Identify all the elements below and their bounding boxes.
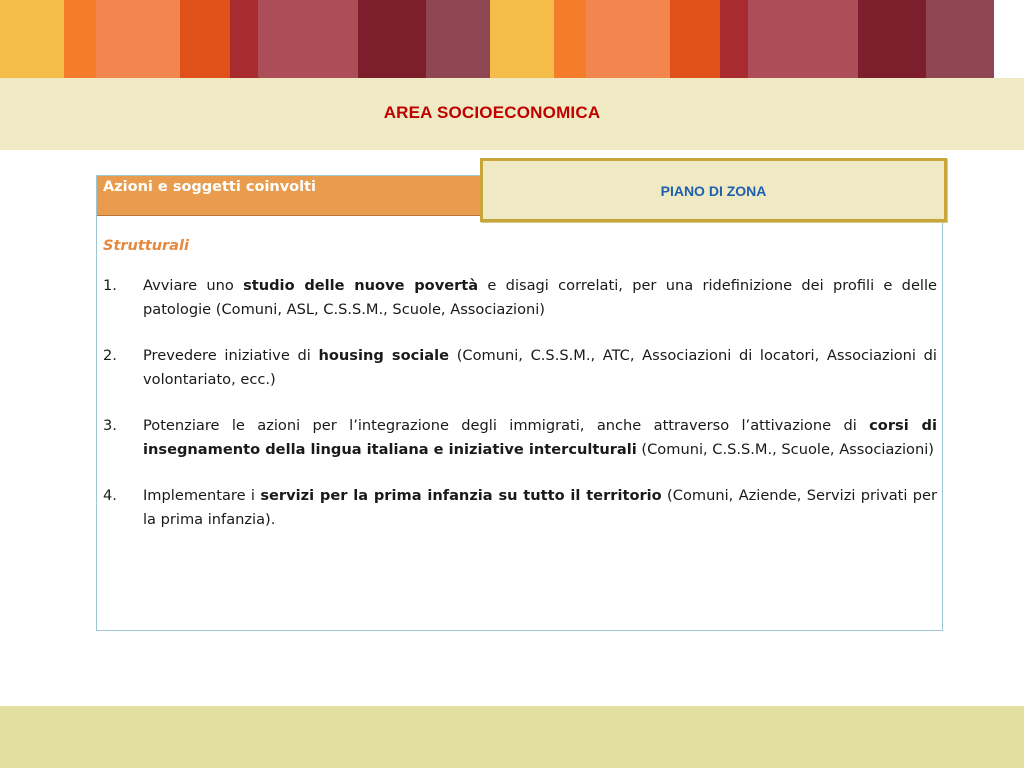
stripe-segment [180,0,230,78]
piano-di-zona-box [480,158,947,222]
action-item-number: 4. [103,487,117,504]
action-item-text [143,344,937,392]
action-item-segment: e disagi correlati, per una ridefinizione dei profili e delle patologie (Comuni, ASL, C.S.S.M., Scuole, Associazioni) [143,277,938,318]
stripe-segment [720,0,748,78]
action-item-text [143,274,937,322]
slide-title: AREA SOCIOECONOMICA [383,103,601,122]
action-item-segment: Implementare i [143,487,261,504]
actions-panel [96,175,943,631]
stripe-segment [586,0,670,78]
stripe-segment [858,0,926,78]
stripe-segment [748,0,858,78]
action-list [103,274,937,554]
stripe-segment [230,0,258,78]
stripe-segment [358,0,426,78]
action-item-number: 2. [103,347,117,364]
panel-header-label: Azioni e soggetti coinvolti [103,179,317,195]
action-item-text [143,414,937,462]
stripe-segment [926,0,994,78]
section-subheading: Strutturali [103,238,189,254]
decorative-stripe-bar [0,0,1024,78]
stripe-segment [0,0,64,78]
stripe-segment [490,0,554,78]
action-item-emphasis: servizi per la prima infanzia su tutto il territorio [260,487,662,504]
action-item-segment: (Comuni, C.S.S.M., Scuole, Associazioni) [636,441,934,458]
action-item-emphasis: studio delle nuove povertà [243,277,479,294]
action-item [103,344,937,392]
stripe-segment [670,0,720,78]
action-item [103,414,937,462]
stripe-segment [64,0,96,78]
action-item-segment: Potenziare le azioni per l’integrazione degli immigrati, anche attraverso l’attivazione di [143,417,870,434]
action-item-text [143,484,937,532]
action-item-number: 3. [103,417,117,434]
action-item [103,274,937,322]
action-item-segment: Avviare uno [143,277,244,294]
action-item-emphasis: housing sociale [318,347,450,364]
stripe-segment [258,0,358,78]
action-item-segment: (Comuni, Aziende, Servizi privati per la prima infanzia). [143,487,938,528]
stripe-segment [426,0,490,78]
stripe-segment [554,0,586,78]
action-item [103,484,937,532]
piano-di-zona-label: PIANO DI ZONA [660,183,767,199]
action-item-number: 1. [103,277,117,294]
footer-band [0,706,1024,768]
action-item-segment: Prevedere iniziative di [143,347,319,364]
action-item-segment: (Comuni, C.S.S.M., ATC, Associazioni di locatori, Associazioni di volontariato, ecc.) [143,347,937,388]
stripe-segment [96,0,180,78]
action-item-emphasis: corsi di insegnamento della lingua italiana e iniziative interculturali [143,417,937,458]
